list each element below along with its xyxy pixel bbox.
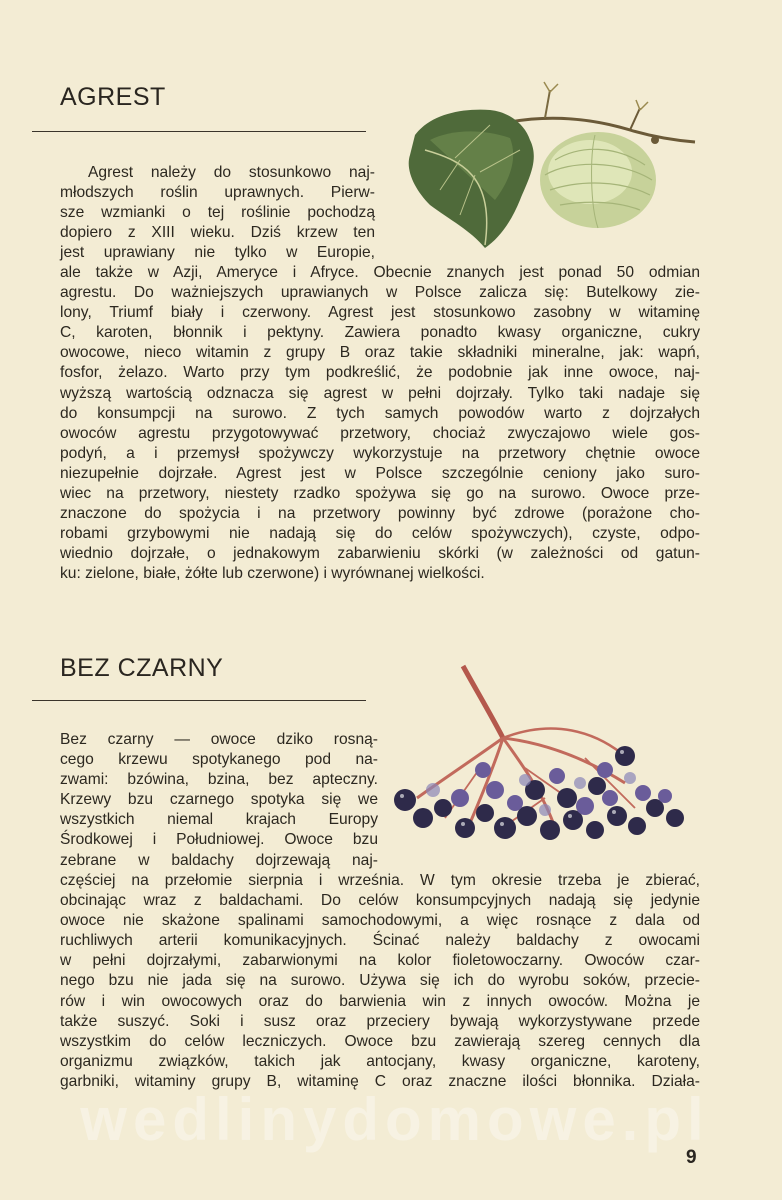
- text-line: w pełni dojrzałymi, zabarwionymi na kolor fioletowoczarny. Owoców czar-: [60, 952, 700, 970]
- text-line: wyższą wartością odznacza się agrest w pełni dojrzały. Tylko taki nadaje się: [60, 384, 700, 402]
- text-line: dopiero z XIII wieku. Dziś krzew ten: [60, 224, 375, 242]
- text-line: Agrest należy do stosunkowo naj-: [88, 164, 375, 181]
- text-line: Krzewy bzu czarnego spotyka się we: [60, 791, 378, 809]
- page-number: 9: [686, 1147, 697, 1168]
- text-line: znaczone do spożycia i na przetwory powinny być zdrowe (porażone cho-: [60, 505, 700, 523]
- watermark: wedlinydomowe.pl: [80, 1086, 710, 1153]
- text-line: robami grzybowymi nie nadają się do celów spożywczych), czyste, odpo-: [60, 525, 700, 543]
- heading-rule-bez-czarny: [32, 700, 366, 701]
- text-line: cego krzewu spotykanego pod na-: [60, 751, 378, 769]
- section-title-agrest: AGREST: [60, 83, 166, 111]
- text-line: podyń, a i przemysł spożywczy wykorzystuje na przetwory chętnie owoce: [60, 444, 700, 462]
- heading-rule-agrest: [32, 131, 366, 132]
- section-text-agrest-body: [60, 263, 700, 585]
- text-line: fosfor, żelazo. Warto przy tym podkreślić, że podobnie jak inne owoce, naj-: [60, 364, 700, 382]
- section-title-bez-czarny: BEZ CZARNY: [60, 654, 224, 682]
- elderberry-illustration: [385, 658, 700, 848]
- text-line: wszystkich niemal krajach Europy: [60, 811, 378, 829]
- text-line: młodszych roślin uprawnych. Pierw-: [60, 184, 375, 202]
- text-line: ruchliwych arterii komunikacyjnych. Ścinać należy baldachy z owocami: [60, 932, 700, 950]
- text-line: nego bzu nie jada się na surowo. Używa się ich do wyrobu soków, przecie-: [60, 972, 700, 990]
- section-text-bez-body: [60, 871, 700, 1092]
- text-line: Środkowej i Południowej. Owoce bzu: [60, 831, 378, 849]
- text-line: wszystkim do celów leczniczych. Owoce bzu zawierają szereg cennych dla: [60, 1032, 700, 1050]
- text-line: agrestu. Do ważniejszych uprawianych w Polsce zalicza się: Butelkowy zie-: [60, 284, 700, 302]
- text-line: owoce nie skażone spalinami samochodowymi, a więc rosnące z dala od: [60, 912, 700, 930]
- text-line: zwami: bzówina, bzina, bez apteczny.: [60, 771, 378, 789]
- text-line: organizmu związków, takich jak antocjany, kwasy organiczne, karoteny,: [60, 1052, 700, 1070]
- text-line: ale także w Azji, Ameryce i Afryce. Obecnie znanych jest ponad 50 odmian: [60, 264, 700, 281]
- text-line: owocowe, nieco witamin z grupy B oraz takie składniki mineralne, jak: wapń,: [60, 344, 700, 362]
- text-line: ku: zielone, białe, żółte lub czerwone) i wyrównanej wielkości.: [60, 565, 485, 583]
- text-line: częściej na przełomie sierpnia i września. W tym okresie trzeba je zbierać,: [60, 872, 700, 889]
- gooseberry-illustration: [400, 80, 700, 255]
- text-line: zebrane w baldachy dojrzewają naj-: [60, 851, 378, 869]
- text-line: niezupełnie dojrzałe. Agrest jest w Polsce szczególnie ceniony jako suro-: [60, 464, 700, 482]
- text-line: C, karoten, błonnik i pektyny. Zawiera ponadto kwasy organiczne, cukry: [60, 324, 700, 342]
- text-line: wiec na przetwory, niestety rzadko spożywa się go na surowo. Owoce prze-: [60, 485, 700, 503]
- text-line: Bez czarny — owoce dziko rosną-: [60, 731, 378, 748]
- section-text-agrest-intro: [60, 163, 375, 263]
- text-line: obcinając wraz z baldachami. Do celów konsumpcyjnych nadają się jedynie: [60, 892, 700, 910]
- text-line: także suszyć. Soki i susz oraz przeciery bywają wykorzystywane przede: [60, 1012, 700, 1030]
- section-text-bez-intro: [60, 730, 378, 871]
- text-line: wiednio dojrzałe, o jednakowym zabarwieniu skórki (w zależności od gatun-: [60, 545, 700, 563]
- text-line: lony, Triumf biały i czerwony. Agrest jest stosunkowo zasobny w witaminę: [60, 304, 700, 322]
- text-line: garbniki, witaminy grupy B, witaminę C oraz znaczne ilości błonnika. Działa-: [60, 1072, 700, 1090]
- text-line: owoców agrestu przygotowywać przetwory, chociaż zwyczajowo wiele gos-: [60, 424, 700, 442]
- text-line: jest uprawiany nie tylko w Europie,: [60, 244, 375, 262]
- text-line: sze wzmianki o tej roślinie pochodzą: [60, 204, 375, 222]
- text-line: rów i win owocowych oraz do barwienia win z innych owoców. Można je: [60, 992, 700, 1010]
- text-line: do konsumpcji na surowo. Z tych samych powodów warto z dojrzałych: [60, 404, 700, 422]
